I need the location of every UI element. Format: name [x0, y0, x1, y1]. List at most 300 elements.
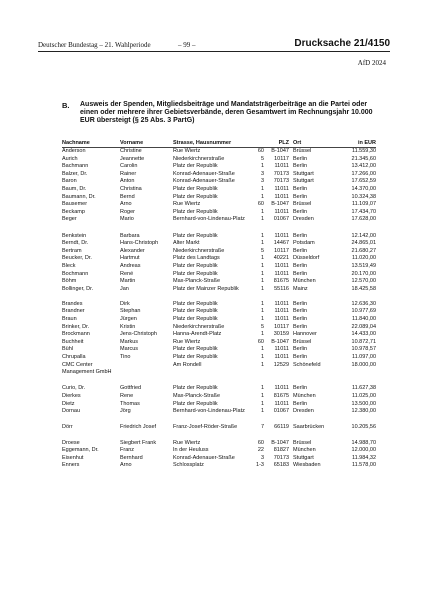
cell-house-number: 1 [260, 185, 264, 192]
cell-street: Schlossplatz [173, 462, 204, 469]
cell-name: Braun [62, 316, 77, 323]
cell-first-name: Dirk [120, 300, 130, 307]
cell-street: Bernhard-von-Lindenau-Platz [173, 408, 245, 415]
cell-house-number: 1 [260, 346, 264, 353]
cell-first-name: Rainer [120, 170, 137, 177]
cell-plz: 81675 [273, 278, 289, 285]
table-row [0, 424, 424, 439]
cell-name: Bühl [62, 346, 74, 353]
cell-amount: 12.570,00 [351, 278, 376, 285]
cell-plz: 11011 [274, 400, 289, 407]
table-row [0, 186, 424, 194]
cell-first-name: Roger [120, 208, 135, 215]
cell-street: Rue Wiertz [173, 148, 201, 154]
cell-first-name: Carolin [120, 163, 138, 170]
cell-street: Platz des Landtags [173, 255, 220, 262]
cell-street: Platz der Republik [173, 232, 218, 239]
cell-first-name: Tino [120, 354, 131, 361]
table-row [0, 178, 424, 186]
cell-plz: 66119 [274, 424, 289, 431]
cell-house-number: 7 [260, 424, 264, 431]
cell-name: Chrupalla [62, 354, 86, 361]
cell-name: Dörr [62, 424, 73, 431]
cell-plz: 10117 [274, 247, 289, 254]
cell-first-name: Hans-Christoph [120, 240, 159, 247]
cell-name: Baum, Dr. [62, 185, 87, 192]
section-letter: B. [62, 101, 70, 110]
cell-first-name: Thomas [120, 400, 140, 407]
cell-amount: 12.000,00 [351, 447, 376, 454]
cell-house-number: 1 [260, 300, 264, 307]
cell-house-number: 1 [260, 308, 264, 315]
cell-plz: B-1047 [271, 148, 289, 154]
col-header-first: Vorname [120, 140, 144, 146]
cell-first-name: Gottfried [120, 385, 142, 392]
cell-name: Bachmann [62, 163, 89, 170]
cell-name: Anderson [62, 148, 86, 154]
table-row [0, 362, 424, 385]
cell-plz: 65183 [273, 462, 289, 469]
cell-name: Beger [62, 216, 77, 223]
cell-first-name: Jörg [120, 408, 131, 415]
cell-city: Hannover [293, 331, 317, 338]
cell-city: Berlin [293, 316, 308, 323]
cell-house-number: 1 [260, 400, 264, 407]
table-row [0, 440, 424, 448]
cell-first-name: Jürgen [120, 316, 137, 323]
cell-house-number: 22 [257, 447, 264, 454]
cell-name: Curio, Dr. [62, 385, 86, 392]
cell-street: Platz der Republik [173, 185, 218, 192]
cell-house-number: 1 [260, 361, 264, 368]
col-header-city: Ort [293, 140, 302, 146]
cell-city: Berlin [293, 262, 308, 269]
cell-house-number: 5 [260, 323, 264, 330]
cell-street: Platz der Republik [173, 400, 218, 407]
cell-first-name: Andreas [120, 262, 141, 269]
cell-amount: 20.170,00 [351, 270, 376, 277]
table-row [0, 316, 424, 324]
cell-name: Baron [62, 178, 77, 185]
cell-plz: 55116 [274, 285, 289, 292]
cell-name: Eisenhut [62, 454, 84, 461]
cell-name: Benkstein [62, 232, 87, 239]
cell-name: Balzer, Dr. [62, 170, 88, 177]
cell-city: Berlin [293, 354, 308, 361]
cell-house-number: 1-3 [256, 462, 264, 469]
cell-name: Buchheit [62, 338, 84, 345]
cell-name: Eggemann, Dr. [62, 447, 99, 454]
cell-house-number: 60 [257, 338, 264, 345]
cell-house-number: 60 [257, 201, 264, 208]
cell-plz: 11011 [274, 300, 289, 307]
cell-plz: 11011 [274, 316, 289, 323]
col-header-street: Strasse, Hausnummer [173, 140, 232, 146]
col-header-plz: PLZ [278, 140, 289, 146]
cell-city: Berlin [293, 300, 308, 307]
cell-house-number: 1 [260, 193, 264, 200]
table-row [0, 240, 424, 248]
cell-name: Bertram [62, 247, 82, 254]
cell-house-number: 1 [260, 331, 264, 338]
cell-first-name: Jan [120, 285, 129, 292]
cell-house-number: 60 [257, 148, 264, 154]
cell-amount: 14.370,00 [351, 185, 376, 192]
cell-first-name: Markus [120, 338, 139, 345]
cell-plz: 70173 [273, 454, 289, 461]
cell-city: Potsdam [293, 240, 315, 247]
header-divider [38, 51, 390, 52]
cell-first-name: Christine [120, 148, 142, 154]
cell-city: München [293, 393, 316, 400]
cell-name: Brinker, Dr. [62, 323, 90, 330]
cell-first-name: Christina [120, 185, 142, 192]
cell-amount: 12.636,30 [351, 300, 376, 307]
cell-amount: 22.089,04 [351, 323, 376, 330]
cell-city: Berlin [293, 155, 308, 162]
cell-plz: 11011 [274, 262, 289, 269]
cell-first-name: Anton [120, 178, 135, 185]
cell-name: Dietz [62, 400, 75, 407]
cell-street: Konrad-Adenauer-Straße [173, 454, 235, 461]
cell-amount: 11.109,07 [351, 201, 376, 208]
cell-name: Beucker, Dr. [62, 255, 92, 262]
cell-first-name: René [120, 270, 134, 277]
cell-city: Berlin [293, 208, 308, 215]
cell-house-number: 1 [260, 354, 264, 361]
table-row [0, 194, 424, 202]
cell-city: Wiesbaden [293, 462, 321, 469]
cell-city: Berlin [293, 247, 308, 254]
cell-house-number: 1 [260, 393, 264, 400]
cell-street: Hanna-Arendt-Platz [173, 331, 222, 338]
cell-street: Platz der Republik [173, 262, 218, 269]
cell-amount: 13.500,00 [351, 400, 376, 407]
cell-city: Mainz [293, 285, 308, 292]
cell-first-name: Alexander [120, 247, 145, 254]
cell-amount: 11.025,00 [351, 393, 376, 400]
cell-street: Platz der Republik [173, 316, 218, 323]
cell-first-name: Bernd [120, 193, 135, 200]
cell-city: München [293, 278, 316, 285]
cell-name: Dierkes [62, 393, 81, 400]
cell-name: Brockmann [62, 331, 90, 338]
cell-house-number: 1 [260, 316, 264, 323]
cell-first-name: Franz [120, 447, 135, 454]
cell-city: Berlin [293, 385, 308, 392]
cell-house-number: 1 [260, 208, 264, 215]
cell-first-name: Mario [120, 216, 134, 223]
cell-first-name: Stephan [120, 308, 141, 315]
cell-city: Berlin [293, 308, 308, 315]
cell-house-number: 1 [260, 278, 264, 285]
cell-plz: 11011 [274, 208, 289, 215]
cell-amount: 17.266,00 [351, 170, 376, 177]
cell-amount: 14.433,00 [351, 331, 376, 338]
cell-name: Brandes [62, 300, 83, 307]
cell-house-number: 1 [260, 285, 264, 292]
table-row [0, 171, 424, 179]
cell-city: Berlin [293, 193, 308, 200]
cell-amount: 13.412,00 [351, 163, 376, 170]
table-row [0, 255, 424, 263]
cell-plz: 70173 [273, 178, 289, 185]
cell-first-name: Hartmut [120, 255, 140, 262]
cell-city: Dresden [293, 216, 314, 223]
cell-plz: 81675 [273, 393, 289, 400]
table-row [0, 148, 424, 156]
table-row [0, 286, 424, 301]
cell-plz: 14467 [273, 240, 289, 247]
cell-street: Platz der Republik [173, 208, 218, 215]
cell-house-number: 1 [260, 163, 264, 170]
cell-name: Beckamp [62, 208, 85, 215]
cell-street: Alter Markt [173, 240, 200, 247]
cell-first-name: Arno [120, 462, 132, 469]
cell-plz: 11011 [274, 308, 289, 315]
cell-name: Bleck [62, 262, 76, 269]
cell-city: Stuttgart [293, 454, 314, 461]
cell-plz: 12529 [273, 361, 289, 368]
cell-street: Platz der Mainzer Republik [173, 285, 239, 292]
cell-city: Berlin [293, 400, 308, 407]
cell-first-name: Marcus [120, 346, 139, 353]
cell-house-number: 1 [260, 385, 264, 392]
table-row [0, 393, 424, 401]
cell-plz: 30159 [273, 331, 289, 338]
cell-amount: 18.425,58 [351, 285, 376, 292]
cell-name: Droese [62, 439, 80, 446]
cell-house-number: 3 [260, 178, 264, 185]
cell-street: Platz der Republik [173, 308, 218, 315]
table-row [0, 163, 424, 171]
table-row [0, 301, 424, 309]
cell-amount: 11.578,00 [351, 462, 376, 469]
cell-city: Schönefeld [293, 361, 321, 368]
cell-house-number: 1 [260, 255, 264, 262]
cell-name: Dornau [62, 408, 81, 415]
cell-house-number: 1 [260, 240, 264, 247]
table-row [0, 201, 424, 209]
cell-street: Konrad-Adenauer-Straße [173, 178, 235, 185]
cell-plz: 11011 [274, 163, 289, 170]
col-header-name: Nachname [62, 140, 90, 146]
cell-street: Am Rondell [173, 361, 202, 368]
cell-plz: B-1047 [271, 439, 289, 446]
cell-name: Bausemer [62, 201, 88, 208]
cell-city: Berlin [293, 270, 308, 277]
table-row [0, 156, 424, 164]
table-row [0, 401, 424, 409]
cell-amount: 10.977,69 [351, 308, 376, 315]
cell-name: Bochmann [62, 270, 89, 277]
cell-street: Franz-Josef-Röder-Straße [173, 424, 238, 431]
cell-city: Brüssel [293, 201, 312, 208]
cell-amount: 10.978,57 [351, 346, 376, 353]
cell-first-name: Bernhard [120, 454, 143, 461]
cell-amount: 11.020,00 [351, 255, 376, 262]
table-row [0, 308, 424, 316]
cell-city: Brüssel [293, 338, 312, 345]
cell-street: Rue Wiertz [173, 439, 201, 446]
cell-city: Berlin [293, 232, 308, 239]
cell-plz: 01067 [273, 216, 289, 223]
cell-amount: 24.865,01 [351, 240, 376, 247]
cell-plz: 11011 [274, 354, 289, 361]
cell-amount: 11.840,00 [351, 316, 376, 323]
cell-house-number: 3 [260, 170, 264, 177]
cell-house-number: 1 [260, 216, 264, 223]
cell-plz: 11011 [274, 185, 289, 192]
cell-amount: 11.984,32 [351, 454, 376, 461]
cell-amount: 10.872,71 [351, 338, 376, 345]
table-row [0, 385, 424, 393]
cell-city: Stuttgart [293, 178, 314, 185]
cell-city: Brüssel [293, 148, 312, 154]
cell-house-number: 1 [260, 408, 264, 415]
cell-amount: 11.559,30 [351, 148, 376, 154]
cell-amount: 10.205,56 [351, 424, 376, 431]
cell-plz: 11011 [274, 385, 289, 392]
donations-table [0, 148, 424, 470]
cell-plz: 11011 [274, 346, 289, 353]
cell-name: Bollinger, Dr. [62, 285, 94, 292]
cell-house-number: 1 [260, 262, 264, 269]
table-row [0, 447, 424, 455]
cell-city: Brüssel [293, 439, 312, 446]
cell-city: München [293, 447, 316, 454]
table-row [0, 408, 424, 423]
cell-plz: 10117 [274, 155, 289, 162]
table-row [0, 331, 424, 339]
cell-first-name: Barbara [120, 232, 140, 239]
cell-house-number: 1 [260, 270, 264, 277]
table-row [0, 455, 424, 463]
table-row [0, 354, 424, 362]
cell-amount: 11.627,38 [351, 385, 376, 392]
cell-amount: 12.380,00 [351, 408, 376, 415]
cell-plz: 11011 [274, 193, 289, 200]
party-year-label: AfD 2024 [357, 59, 386, 67]
cell-street: Niederkirchnerstraße [173, 323, 225, 330]
cell-amount: 12.142,00 [351, 232, 376, 239]
cell-amount: 21.345,60 [351, 155, 376, 162]
cell-street: Konrad-Adenauer-Straße [173, 170, 235, 177]
table-row [0, 271, 424, 279]
cell-city: Stuttgart [293, 170, 314, 177]
cell-amount: 17.652,59 [351, 178, 376, 185]
table-row [0, 248, 424, 256]
cell-amount: 17.628,00 [351, 216, 376, 223]
cell-plz: 40221 [273, 255, 289, 262]
cell-first-name: Siegbert Frank [120, 439, 157, 446]
cell-plz: 11011 [274, 232, 289, 239]
cell-city: Berlin [293, 185, 308, 192]
table-row [0, 339, 424, 347]
cell-city: Berlin [293, 323, 308, 330]
cell-street: Platz der Republik [173, 300, 218, 307]
page-number: – 99 – [178, 41, 196, 49]
table-row [0, 216, 424, 231]
cell-street: Max-Planck-Straße [173, 393, 221, 400]
cell-name: Brandner [62, 308, 85, 315]
cell-name: CMC Center Management GmbH [62, 361, 112, 376]
cell-street: Platz der Republik [173, 163, 218, 170]
cell-street: Platz der Republik [173, 193, 218, 200]
header-left-text: Deutscher Bundestag – 21. Wahlperiode [38, 41, 151, 49]
cell-name: Böhm [62, 278, 77, 285]
cell-amount: 13.519,49 [351, 262, 376, 269]
cell-street: Rue Wiertz [173, 201, 201, 208]
cell-plz: 01067 [273, 408, 289, 415]
cell-amount: 21.680,27 [351, 247, 376, 254]
table-row [0, 209, 424, 217]
cell-street: Max-Planck-Straße [173, 278, 221, 285]
cell-street: Rue Wiertz [173, 338, 201, 345]
cell-first-name: Rene [120, 393, 134, 400]
cell-plz: 81827 [273, 447, 289, 454]
cell-plz: B-1047 [271, 201, 289, 208]
cell-amount: 18.000,00 [351, 361, 376, 368]
cell-plz: 10117 [274, 323, 289, 330]
cell-house-number: 5 [260, 155, 264, 162]
cell-amount: 10.324,38 [351, 193, 376, 200]
cell-first-name: Jeannette [120, 155, 145, 162]
cell-first-name: Arno [120, 201, 132, 208]
cell-street: Platz der Republik [173, 385, 218, 392]
cell-plz: B-1047 [271, 338, 289, 345]
cell-city: Dresden [293, 408, 314, 415]
cell-name: Enners [62, 462, 80, 469]
cell-street: Niederkirchnerstraße [173, 247, 225, 254]
cell-first-name: Martin [120, 278, 136, 285]
cell-city: Berlin [293, 163, 308, 170]
cell-plz: 11011 [274, 270, 289, 277]
cell-street: Platz der Republik [173, 346, 218, 353]
document-number: Drucksache 21/4150 [294, 38, 390, 49]
table-row [0, 346, 424, 354]
cell-first-name: Jens-Christoph [120, 331, 157, 338]
cell-first-name: Kristin [120, 323, 136, 330]
cell-house-number: 3 [260, 454, 264, 461]
cell-amount: 11.097,00 [351, 354, 376, 361]
cell-street: Bernhard-von-Lindenau-Platz [173, 216, 245, 223]
cell-city: Saarbrücken [293, 424, 325, 431]
cell-street: Platz der Republik [173, 270, 218, 277]
cell-name: Aurich [62, 155, 78, 162]
table-row [0, 233, 424, 241]
cell-house-number: 5 [260, 247, 264, 254]
cell-amount: 17.434,70 [351, 208, 376, 215]
section-title: Ausweis der Spenden, Mitgliedsbeiträge und Mandatsträgerbeiträge an die Partei oder einen oder mehrere ihrer Gebietsverbände, deren Gesamtwert im Rechnungsjahr 10.000 EUR übersteigt (§ 25 Abs. 3 PartG) [80, 101, 373, 124]
table-row [0, 324, 424, 332]
cell-house-number: 1 [260, 232, 264, 239]
table-row [0, 278, 424, 286]
cell-plz: 70173 [273, 170, 289, 177]
cell-first-name: Friedrich Josef [120, 424, 157, 431]
cell-street: In der Heuluss [173, 447, 209, 454]
cell-house-number: 60 [257, 439, 264, 446]
table-row [0, 462, 424, 470]
cell-name: Baumann, Dr. [62, 193, 96, 200]
cell-amount: 14.988,70 [351, 439, 376, 446]
cell-street: Platz der Republik [173, 354, 218, 361]
table-row [0, 263, 424, 271]
col-header-amount: in EUR [357, 140, 376, 146]
cell-street: Niederkirchnerstraße [173, 155, 225, 162]
cell-name: Berndt, Dr. [62, 240, 89, 247]
cell-city: Düsseldorf [293, 255, 320, 262]
